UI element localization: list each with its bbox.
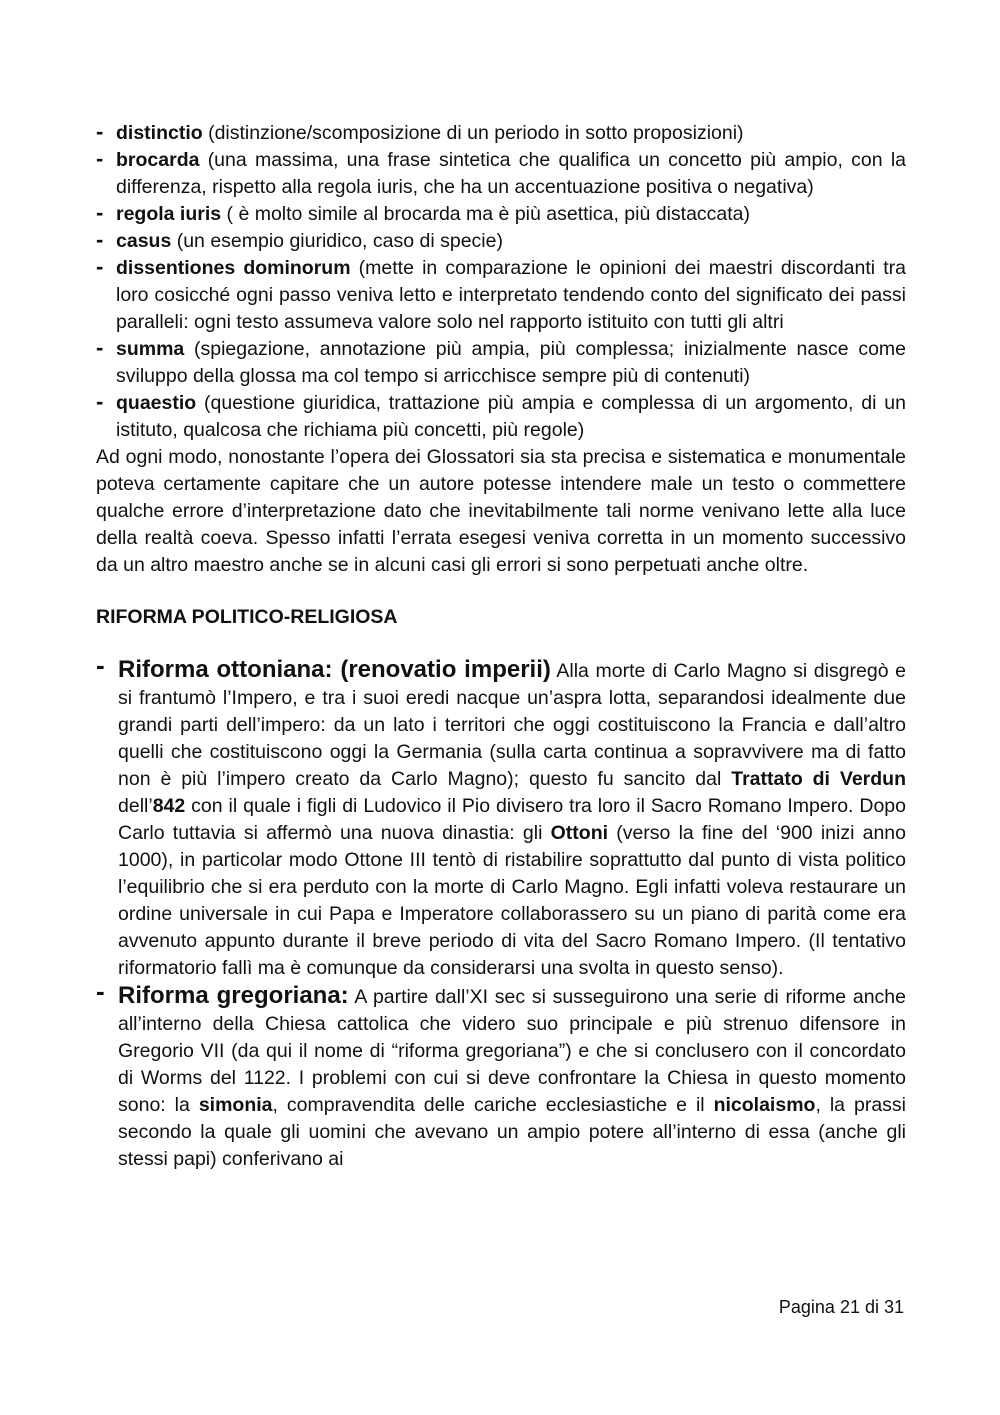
definition-text: (mette in comparazione le opinioni dei maestri discordanti tra loro cosicché ogni passo veniva letto e interpretato tendendo conto del significato dei passi paralleli: ogni testo assumeva valore solo nel rapporto istituito con tutti gli altri (116, 257, 906, 333)
list-item (96, 147, 906, 201)
definition-text: (un esempio giuridico, caso di specie) (171, 230, 503, 252)
list-item (96, 228, 906, 255)
term: dissentiones dominorum (116, 257, 351, 279)
bold-term: Ottoni (550, 822, 609, 844)
dash-bullet-icon: - (96, 146, 104, 171)
reform-text: con il quale i figli di Ludovico il Pio divisero tra loro il Sacro Romano Impero. Dopo Carlo tuttavia si affermò una nuova dinastia: gli (118, 795, 906, 844)
reform-text: , la prassi secondo la quale gli uomini che avevano un ampio potere all’interno di essa (anche gli stessi papi) conferivano ai (118, 1094, 907, 1170)
definitions-list (96, 120, 906, 444)
reform-text: A partire dall’XI sec si susseguirono una serie di riforme anche all’interno della Chiesa cattolica che videro suo principale e più strenuo difensore in Gregorio VII (da qui il nome di “riforma gregoriana”) e che si conclusero con il concordato di Worms del 1122. I problemi con cui si deve confrontare la Chiesa in questo momento sono: la (118, 986, 906, 1116)
dash-bullet-icon: - (96, 335, 104, 360)
page-content (96, 120, 906, 1173)
reform-text: Alla morte di Carlo Magno si disgregò e si frantumò l’Impero, e tra i suoi eredi nacque un’aspra lotta, separandosi idealmente due grandi parti dell’impero: da un lato i territori che oggi costituiscono la Francia e dall’altro quelli che costituiscono oggi la Germania (sulla carta continua a sopravvivere ma di fatto non è più l’impero creato da Carlo Magno); questo fu sancito dal (118, 660, 906, 790)
dash-bullet-icon: - (96, 389, 104, 414)
term: regola iuris (116, 203, 222, 225)
body-paragraph: Ad ogni modo, nonostante l’opera dei Glossatori sia sta precisa e sistematica e monumentale poteva certamente capitare che un autore potesse intendere male un testo o commettere qualche errore d’interpretazione dato che inevitabilmente tali norme venivano lette alla luce della realtà coeva. Spesso infatti l’errata esegesi veniva corretta in un momento successivo da un altro maestro anche se in alcuni casi gli errori si sono perpetuati anche oltre. (96, 446, 906, 576)
list-item (96, 390, 906, 444)
reform-title: Riforma gregoriana: (118, 982, 349, 1009)
bold-term: simonia (198, 1094, 273, 1116)
list-item (96, 201, 906, 228)
reform-text: (verso la fine del ‘900 inizi anno 1000), in particolar modo Ottone III tentò di ristabilire soprattutto dal punto di vista politico l’equilibrio che si era perduto con la morte di Carlo Magno. Egli infatti voleva restaurare un ordine universale in cui Papa e Imperatore collaborassero su un piano di parità come era avvenuto appunto durante il breve periodo di vita del Sacro Romano Impero. (Il tentativo riformatorio fallì ma è comunque da considerarsi una svolta in questo senso). (118, 822, 906, 979)
term: distinctio (116, 122, 203, 144)
list-item (96, 255, 906, 336)
term: summa (116, 338, 185, 360)
reform-ottoniana (96, 650, 906, 982)
bold-term: 842 (152, 795, 186, 817)
definition-text: (spiegazione, annotazione più ampia, più complessa; inizialmente nasce come sviluppo della glossa ma col tempo si arricchisce sempre più di contenuti) (116, 338, 906, 387)
bold-term: Trattato di Verdun (731, 768, 906, 790)
dash-bullet-icon: - (96, 200, 104, 225)
dash-bullet-icon: - (96, 976, 105, 1006)
reforms-list (96, 650, 907, 1173)
dash-bullet-icon: - (96, 650, 105, 680)
section-heading: RIFORMA POLITICO-RELIGIOSA (96, 606, 398, 628)
reform-text: dell’ (118, 795, 153, 817)
list-item (96, 336, 906, 390)
definition-text: ( è molto simile al brocarda ma è più asettica, più distaccata) (221, 203, 751, 225)
definition-text: (una massima, una frase sintetica che qualifica un concetto più ampio, con la differenza, rispetto alla regola iuris, che ha un accentuazione positiva o negativa) (116, 149, 906, 198)
bold-term: nicolaismo (713, 1094, 816, 1116)
reform-text: , compravendita delle cariche ecclesiastiche e il (272, 1094, 714, 1116)
list-item (96, 120, 906, 147)
definition-text: (questione giuridica, trattazione più ampia e complessa di un argomento, di un istituto, qualcosa che richiama più concetti, più regole) (116, 392, 906, 441)
term: brocarda (116, 149, 200, 171)
definition-text: (distinzione/scomposizione di un periodo in sotto proposizioni) (202, 122, 744, 144)
reform-title: Riforma ottoniana: (renovatio imperii) (118, 656, 551, 683)
reform-gregoriana (96, 976, 907, 1173)
dash-bullet-icon: - (96, 119, 104, 144)
dash-bullet-icon: - (96, 254, 104, 279)
term: casus (116, 230, 172, 252)
dash-bullet-icon: - (96, 227, 104, 252)
page-number: Pagina 21 di 31 (778, 1297, 904, 1317)
term: quaestio (116, 392, 197, 414)
